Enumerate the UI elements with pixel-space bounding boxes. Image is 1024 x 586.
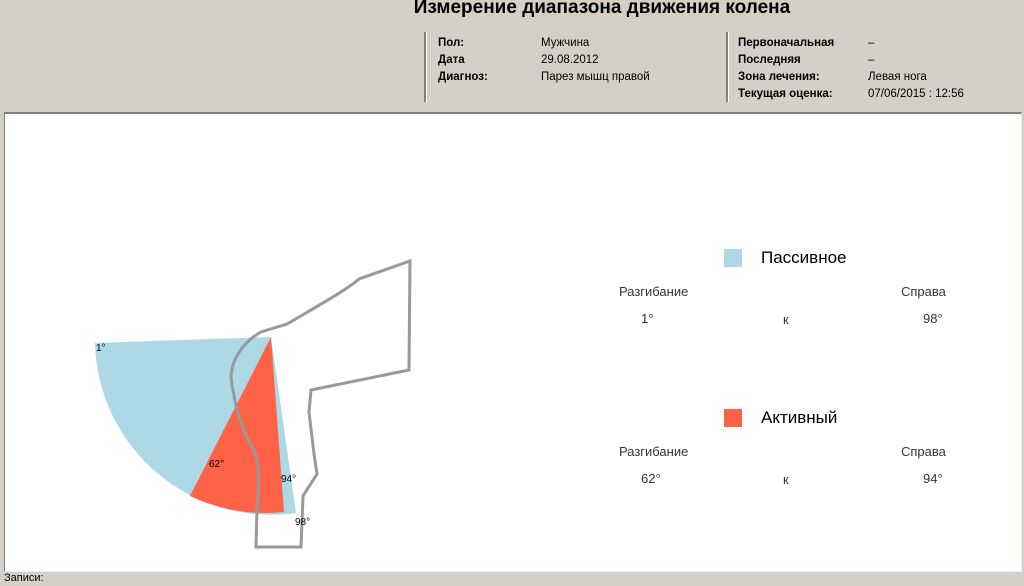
active-side-header: Справа [901, 444, 946, 459]
active-color-swatch [724, 409, 742, 427]
treatment-zone-value: Левая нога [868, 71, 927, 83]
measurement-canvas [4, 112, 1022, 572]
header-divider-right [726, 32, 729, 102]
passive-color-swatch [724, 249, 742, 267]
date-value: 29.08.2012 [541, 54, 599, 66]
passive-to-word: к [783, 312, 789, 327]
last-label: Последняя [738, 54, 801, 66]
gender-value: Мужчина [541, 37, 590, 49]
passive-side-header: Справа [901, 284, 946, 299]
active-from-value: 62° [641, 471, 661, 486]
page-title: Измерение диапазона движения колена [413, 0, 791, 18]
passive-from-value: 1° [641, 311, 654, 326]
active-extension-header: Разгибание [619, 444, 689, 459]
initial-label: Первоначальная [738, 37, 835, 49]
active-to-word: к [783, 472, 789, 487]
diagnosis-label: Диагноз: [438, 71, 488, 83]
header-divider-left [424, 32, 427, 102]
passive-start-angle-label: 1° [96, 343, 106, 354]
active-start-angle-label: 62° [209, 459, 225, 470]
last-value: – [868, 54, 875, 66]
records-label: Записи: [4, 572, 44, 584]
passive-end-angle-label: 98° [295, 517, 311, 528]
passive-to-value: 98° [923, 311, 943, 326]
current-assessment-label: Текущая оценка: [738, 88, 833, 100]
current-assessment-value: 07/06/2015 : 12:56 [868, 88, 964, 100]
active-legend-title: Активный [761, 408, 838, 427]
gender-label: Пол: [438, 37, 465, 49]
passive-extension-header: Разгибание [619, 284, 689, 299]
active-to-value: 94° [923, 471, 943, 486]
active-end-angle-label: 94° [281, 474, 297, 485]
treatment-zone-label: Зона лечения: [738, 71, 820, 83]
date-label: Дата [438, 54, 465, 66]
initial-value: – [868, 37, 875, 49]
diagnosis-value: Парез мышц правой [541, 71, 650, 83]
passive-legend-title: Пассивное [761, 248, 847, 267]
knee-range-diagram [5, 114, 505, 571]
